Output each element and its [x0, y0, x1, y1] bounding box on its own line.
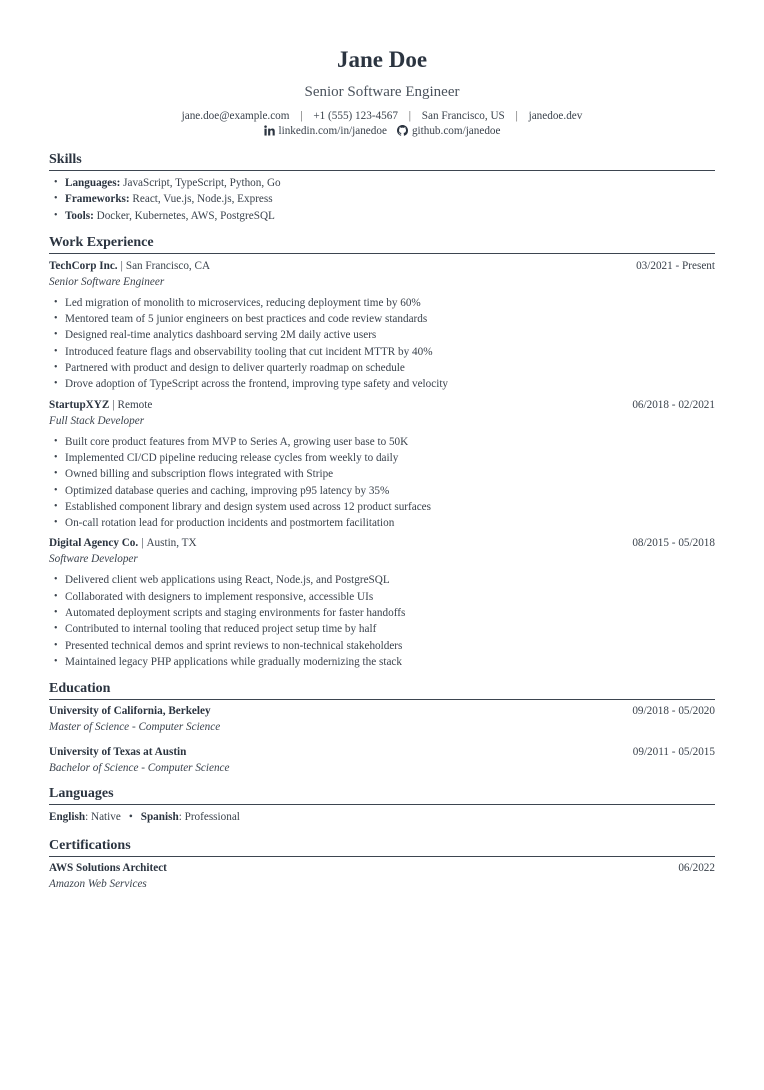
languages-section — [49, 785, 715, 825]
job-bullets — [49, 434, 715, 532]
company-separator: | — [112, 398, 115, 411]
company-name: StartupXYZ — [49, 398, 110, 411]
contact-separator: | — [515, 110, 518, 122]
list-item: • Partnered with product and design to deliver quarterly roadmap on schedule — [49, 360, 715, 376]
skill-value: React, Vue.js, Node.js, Express — [132, 193, 273, 206]
linkedin-icon — [264, 125, 275, 141]
language-name: English — [49, 811, 86, 824]
job-dates: 08/2015 - 05/2018 — [632, 537, 715, 550]
job-location: San Francisco, CA — [125, 259, 211, 272]
list-item — [49, 191, 715, 207]
list-item: • Presented technical demos and sprint reviews to non-technical stakeholders — [49, 638, 715, 654]
language-name: Spanish — [140, 811, 179, 824]
language-separator: • — [128, 811, 133, 824]
skills-section — [49, 151, 715, 224]
certification-entry — [49, 860, 715, 892]
candidate-title: Senior Software Engineer — [304, 84, 460, 100]
skill-value: Docker, Kubernetes, AWS, PostgreSQL — [96, 209, 275, 222]
section-heading: Languages — [49, 785, 715, 805]
phone-text: +1 (555) 123-4567 — [313, 110, 398, 122]
language-level: : Native — [85, 811, 121, 824]
list-item: • Contributed to internal tooling that reduced project setup time by half — [49, 621, 715, 637]
skills-list — [49, 175, 715, 224]
list-item — [49, 208, 715, 224]
list-item: • Delivered client web applications using React, Node.js, and PostgreSQL — [49, 572, 715, 588]
education-section — [49, 680, 715, 776]
job-entry — [49, 535, 715, 670]
degree: Master of Science - Computer Science — [49, 721, 221, 734]
list-item: • Established component library and design system used across 12 product surfaces — [49, 499, 715, 515]
certification-issuer: Amazon Web Services — [49, 878, 147, 891]
list-item: • Led migration of monolith to microservices, reducing deployment time by 60% — [49, 295, 715, 311]
school-name: University of California, Berkeley — [49, 705, 211, 718]
contact-separator: | — [408, 110, 411, 122]
certifications-section — [49, 837, 715, 892]
list-item: • Implemented CI/CD pipeline reducing release cycles from weekly to daily — [49, 450, 715, 466]
job-header — [49, 535, 715, 551]
list-item — [49, 175, 715, 191]
location-text: San Francisco, US — [421, 110, 505, 122]
contact-row — [49, 109, 715, 124]
website-link[interactable]: janedoe.dev — [528, 110, 583, 122]
education-dates: 09/2018 - 05/2020 — [632, 705, 715, 718]
candidate-name: Jane Doe — [336, 47, 428, 72]
list-item: • Introduced feature flags and observability tooling that cut incident MTTR by 40% — [49, 344, 715, 360]
email-link[interactable]: jane.doe@example.com — [181, 110, 290, 122]
certification-header — [49, 860, 715, 876]
job-company-line — [49, 258, 210, 274]
education-entry — [49, 744, 715, 776]
job-location: Austin, TX — [146, 537, 197, 550]
github-icon — [397, 125, 408, 141]
contact-separator: | — [300, 110, 303, 122]
list-item: • Owned billing and subscription flows integrated with Stripe — [49, 466, 715, 482]
list-item: • Maintained legacy PHP applications while gradually modernizing the stack — [49, 654, 715, 670]
section-heading: Skills — [49, 151, 715, 171]
list-item: • Optimized database queries and caching, improving p95 latency by 35% — [49, 483, 715, 499]
skill-value: JavaScript, TypeScript, Python, Go — [123, 177, 281, 189]
education-entry — [49, 703, 715, 735]
certification-name: AWS Solutions Architect — [49, 862, 167, 875]
languages-row — [49, 809, 715, 825]
job-dates: 03/2021 - Present — [636, 259, 715, 272]
list-item: • Automated deployment scripts and staging environments for faster handoffs — [49, 605, 715, 621]
job-company-line — [49, 535, 197, 551]
skill-label: Frameworks: — [65, 193, 130, 206]
job-company-line — [49, 397, 152, 413]
company-name: Digital Agency Co. — [49, 537, 139, 550]
job-entry — [49, 397, 715, 532]
language-level: : Professional — [178, 811, 240, 824]
job-bullets — [49, 572, 715, 670]
job-role: Senior Software Engineer — [49, 275, 165, 288]
skill-label: Tools: — [65, 209, 94, 222]
job-role: Full Stack Developer — [49, 414, 145, 427]
list-item: • On-call rotation lead for production incidents and postmortem facilitation — [49, 515, 715, 531]
job-header — [49, 258, 715, 274]
linkedin-link[interactable]: linkedin.com/in/janedoe — [278, 125, 387, 137]
job-dates: 06/2018 - 02/2021 — [632, 398, 715, 411]
degree: Bachelor of Science - Computer Science — [49, 762, 230, 775]
education-dates: 09/2011 - 05/2015 — [632, 746, 715, 759]
section-heading: Certifications — [49, 837, 715, 857]
education-header — [49, 744, 715, 760]
job-location: Remote — [117, 398, 153, 411]
skill-label: Languages: — [65, 177, 121, 189]
education-header — [49, 703, 715, 719]
github-link[interactable]: github.com/janedoe — [411, 125, 501, 137]
list-item: • Collaborated with designers to implement responsive, accessible UIs — [49, 589, 715, 605]
experience-section — [49, 234, 715, 670]
list-item: • Designed real-time analytics dashboard serving 2M daily active users — [49, 327, 715, 343]
list-item: • Drove adoption of TypeScript across the frontend, improving type safety and velocity — [49, 376, 715, 392]
job-header — [49, 397, 715, 413]
section-heading: Work Experience — [49, 234, 715, 254]
social-row — [49, 124, 715, 141]
list-item: • Mentored team of 5 junior engineers on best practices and code review standards — [49, 311, 715, 327]
job-role: Software Developer — [49, 553, 138, 566]
job-entry — [49, 258, 715, 393]
list-item: • Built core product features from MVP to Series A, growing user base to 50K — [49, 434, 715, 450]
company-separator: | — [141, 537, 144, 550]
section-heading: Education — [49, 680, 715, 700]
school-name: University of Texas at Austin — [49, 746, 187, 759]
company-separator: | — [120, 259, 123, 272]
certification-date: 06/2022 — [678, 862, 715, 875]
company-name: TechCorp Inc. — [49, 259, 118, 272]
job-bullets — [49, 295, 715, 393]
